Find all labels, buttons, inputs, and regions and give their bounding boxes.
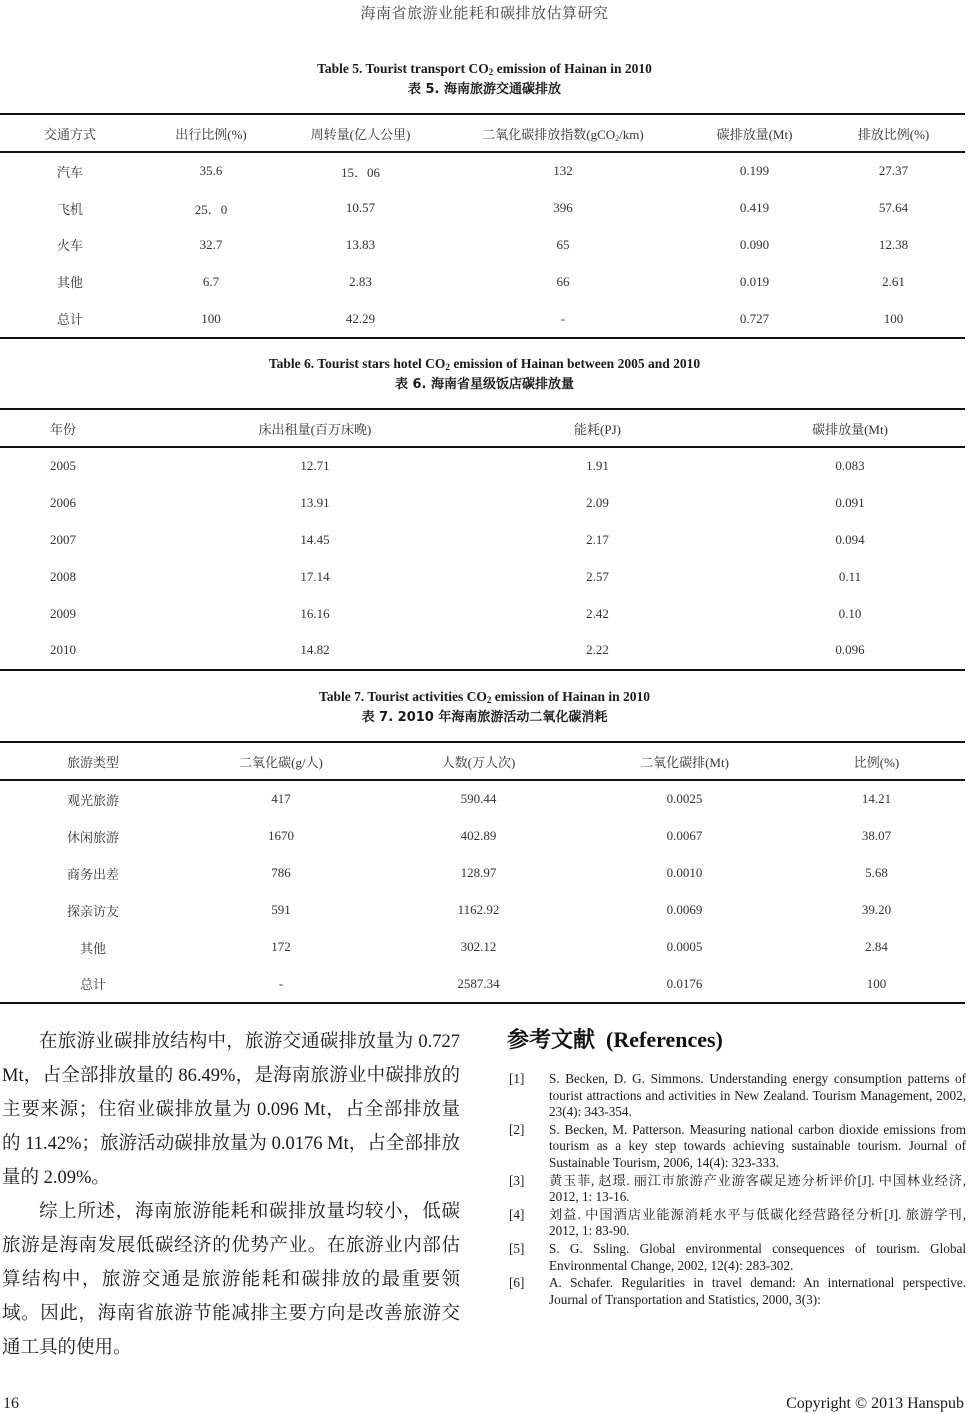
table-cell: 396 xyxy=(553,200,573,216)
table-cell: 15．06 xyxy=(340,164,380,180)
table-cell: 2.22 xyxy=(586,642,609,658)
table-row xyxy=(0,190,965,227)
reference-item: [4] 刘益. 中国酒店业能源消耗水平与低碳化经营路径分析[J]. 旅游学刊, 2012, 1: 83-90. xyxy=(509,1206,966,1239)
table-cell: 观光旅游 xyxy=(66,792,119,808)
table-cell: 6.7 xyxy=(202,273,220,289)
table-cell: 27.37 xyxy=(878,163,909,179)
table-cell: 10.57 xyxy=(345,200,376,216)
reference-item: [2] S. Becken, M. Patterson. Measuring national carbon dioxide emissions from tourism as a key step towards achieving sustainable tourism. Journal of Sustainable Tourism, 2006, 14(4): 323-333. xyxy=(509,1121,966,1170)
table-cell: 0.090 xyxy=(739,236,770,252)
table-cell: 57.64 xyxy=(878,200,909,216)
table-cell: 飞机 xyxy=(56,201,83,217)
table-cell: 13.91 xyxy=(300,495,330,511)
reference-item: [1] S. Becken, D. G. Simmons. Understanding energy consumption patterns of tourist attractions and activities in New Zealand. Tourism Management, 2002, 23(4): 343-354. xyxy=(509,1071,966,1120)
table-cell: 2006 xyxy=(50,495,76,511)
table-cell: 14.45 xyxy=(300,531,330,547)
table6-caption-en: Table 6. Tourist stars hotel $CO_2$ emission of Hainan between 2005 and 2010 xyxy=(268,356,701,372)
table-cell: 2.17 xyxy=(586,531,609,547)
table-cell: 0.083 xyxy=(835,458,865,474)
table-row xyxy=(0,558,965,595)
table-cell: 商务出差 xyxy=(66,866,119,882)
table-cell: 汽车 xyxy=(56,164,83,180)
table-cell: 100 xyxy=(883,310,904,326)
table-cell: 0.0176 xyxy=(666,975,703,991)
table5-caption-cn: 表 5. 海南旅游交通碳排放 xyxy=(407,82,562,97)
table-cell: 402.89 xyxy=(460,828,497,844)
table-cell: 2.84 xyxy=(865,939,888,954)
table-cell: 12.38 xyxy=(878,236,909,252)
column-header: 周转量(亿人公里) xyxy=(310,126,411,142)
table-cell: 探亲访友 xyxy=(66,903,119,919)
table-cell: 0.096 xyxy=(835,642,865,658)
column-header: 能耗(PJ) xyxy=(574,421,621,437)
table-cell: 417 xyxy=(271,791,291,807)
table-cell: 0.094 xyxy=(835,531,865,547)
table7-caption-en: Table 7. Tourist activities $CO_2$ emission of Hainan in 2010 xyxy=(318,689,651,705)
table7-caption-cn: 表 7. 2010 年海南旅游活动二氧化碳消耗 xyxy=(361,710,608,725)
table-cell: 2008 xyxy=(50,568,76,584)
table-cell: 0.0025 xyxy=(666,791,703,807)
table6-caption-cn: 表 6. 海南省星级饭店碳排放量 xyxy=(394,377,575,392)
table-header-row xyxy=(0,742,965,780)
table-row xyxy=(0,227,965,264)
column-header: 出行比例(%) xyxy=(175,126,247,142)
table-cell: 0.419 xyxy=(739,200,770,216)
column-header: 二氧化碳(g/人) xyxy=(239,754,323,770)
table-cell: 0.11 xyxy=(838,568,862,584)
table-cell: 0.727 xyxy=(739,310,770,326)
table-cell: 35.6 xyxy=(199,163,223,179)
column-header: 交通方式 xyxy=(43,126,96,142)
table-cell: 132 xyxy=(553,163,573,179)
table-row xyxy=(0,522,965,559)
table-row xyxy=(0,929,965,966)
table-cell: 16.16 xyxy=(300,605,330,621)
column-header: 床出租量(百万床晚) xyxy=(258,421,372,437)
table-row xyxy=(0,965,965,1003)
column-header: 年份 xyxy=(50,421,77,437)
table-cell: 0.0069 xyxy=(666,902,703,918)
table-cell: 172 xyxy=(271,939,291,954)
table-cell: 1670 xyxy=(268,828,294,844)
column-header: 排放比例(%) xyxy=(857,126,930,142)
page-number: 16 xyxy=(3,1395,19,1412)
table-cell: 14.82 xyxy=(300,642,330,658)
table-row xyxy=(0,855,965,892)
table-cell: 1162.92 xyxy=(457,902,500,918)
table-cell: 0.10 xyxy=(838,605,862,621)
table-cell: 66 xyxy=(556,273,570,289)
table-cell: 32.7 xyxy=(199,236,223,252)
table-row xyxy=(0,447,965,485)
table7-caption xyxy=(0,688,969,727)
table-cell: 14.21 xyxy=(861,791,892,807)
column-header: 二氧化碳排放指数(gCO$_2$/km) xyxy=(482,126,644,143)
table-row xyxy=(0,152,965,190)
table5-caption-en: Table 5. Tourist transport $CO_2$ emission of Hainan in 2010 xyxy=(317,61,652,77)
table-cell: 2007 xyxy=(50,531,76,547)
table-cell: 2.83 xyxy=(349,273,372,289)
table-cell: 128.97 xyxy=(460,865,497,881)
body-text-column xyxy=(2,1025,460,1365)
table-cell: 0.0010 xyxy=(666,865,703,881)
reference-item: [6] A. Schafer. Regularities in travel demand: An international perspective. Journal of Transportation and Statistics, 2000, 3(3): xyxy=(509,1275,966,1307)
table-row xyxy=(0,300,965,338)
table-cell: 2587.34 xyxy=(457,975,500,991)
table-cell: 590.44 xyxy=(460,791,497,807)
table-cell: 65 xyxy=(556,236,570,252)
table-cell: 2009 xyxy=(50,605,76,621)
column-header: 二氧化碳排(Mt) xyxy=(640,754,729,770)
table-cell: 38.07 xyxy=(861,828,892,844)
table-row xyxy=(0,485,965,522)
table5-transport-emissions xyxy=(0,113,965,339)
table-cell: 总计 xyxy=(56,312,83,328)
table-cell: 39.20 xyxy=(861,902,892,918)
table-cell: 其他 xyxy=(56,275,83,291)
body-paragraph: 综上所述，海南旅游能耗和碳排放量均较小，低碳旅游是海南发展低碳经济的优势产业。在旅游业内部估算结构中，旅游交通是旅游能耗和碳排放的最重要领域。因此，海南省旅游节能减排主要方向是改善旅游交通工具的使用。 xyxy=(2,1202,460,1358)
table-cell: 17.14 xyxy=(300,568,330,584)
table-row xyxy=(0,780,965,818)
table-cell: - xyxy=(278,975,284,991)
body-paragraph: 在旅游业碳排放结构中，旅游交通碳排放量为 0.727 Mt，占全部排放量的 86.49%，是海南旅游业中碳排放的主要来源；住宿业碳排放量为 0.096 Mt，占全部排放量的 11.42%；旅游活动碳排放量为 0.0176 Mt，占全部排放量的 2.09%。 xyxy=(2,1032,460,1188)
table-cell: 2.42 xyxy=(586,605,609,621)
table5-caption xyxy=(0,60,969,99)
table-cell: 302.12 xyxy=(460,939,497,954)
table6-hotel-emissions xyxy=(0,408,965,671)
reference-item: [5] S. G. Ssling. Global environmental consequences of tourism. Global Environmental Change, 2002, 12(4): 283-302. xyxy=(509,1240,966,1273)
table-row xyxy=(0,632,965,670)
table-cell: 2.57 xyxy=(586,568,609,584)
table-cell: 休闲旅游 xyxy=(66,829,119,845)
column-header: 比例(%) xyxy=(853,754,900,770)
reference-list xyxy=(509,1071,966,1309)
table-cell: 2.61 xyxy=(882,273,905,289)
reference-item: [3] 黄玉菲, 赵璟. 丽江市旅游产业游客碳足迹分析评价[J]. 中国林业经济, 2012, 1: 13-16. xyxy=(509,1172,966,1205)
table-cell: 2010 xyxy=(50,642,76,658)
copyright-notice: Copyright © 2013 Hanspub xyxy=(786,1395,964,1412)
table-cell: 42.29 xyxy=(345,310,376,326)
table-row xyxy=(0,818,965,855)
table-cell: 13.83 xyxy=(345,236,376,252)
running-head: 海南省旅游业能耗和碳排放估算研究 xyxy=(360,6,609,22)
table-cell: 1.91 xyxy=(586,458,609,474)
table-cell: 2005 xyxy=(50,458,76,474)
column-header: 碳排放量(Mt) xyxy=(716,126,793,142)
table-cell: 其他 xyxy=(79,940,106,956)
table-header-row xyxy=(0,409,965,447)
table-cell: 100 xyxy=(866,975,887,991)
table-header-row xyxy=(0,114,965,152)
table-cell: 0.0005 xyxy=(666,939,703,954)
table-cell: 0.199 xyxy=(739,163,770,179)
table-row xyxy=(0,595,965,632)
table-cell: 0.0067 xyxy=(666,828,703,844)
table7-activity-emissions xyxy=(0,741,965,1004)
table-cell: 火车 xyxy=(56,238,83,254)
table-cell: 0.091 xyxy=(835,495,865,511)
table-cell: 25．0 xyxy=(194,201,228,217)
table-cell: 100 xyxy=(201,310,221,326)
column-header: 旅游类型 xyxy=(66,754,119,770)
table-cell: 12.71 xyxy=(300,458,330,474)
table-cell: - xyxy=(560,310,566,326)
table-cell: 0.019 xyxy=(739,273,770,289)
table-cell: 591 xyxy=(271,902,291,918)
table-cell: 总计 xyxy=(79,977,106,993)
table-cell: 786 xyxy=(271,865,291,881)
table6-caption xyxy=(0,355,969,394)
table-cell: 2.09 xyxy=(586,495,609,511)
table-row xyxy=(0,892,965,929)
column-header: 碳排放量(Mt) xyxy=(812,421,888,437)
table-cell: 5.68 xyxy=(865,865,888,881)
table-row xyxy=(0,263,965,300)
references-heading: 参考文献 (References) xyxy=(507,1027,723,1053)
column-header: 人数(万人次) xyxy=(441,754,516,770)
